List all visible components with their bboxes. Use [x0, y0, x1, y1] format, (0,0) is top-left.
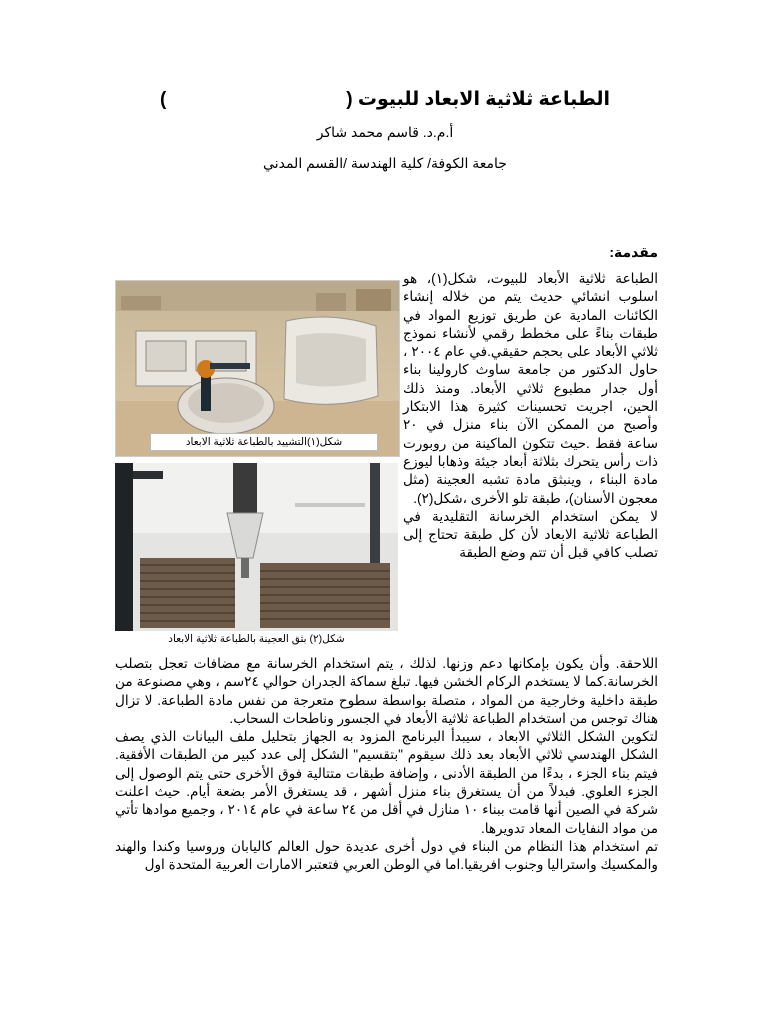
body-paragraph-1: اللاحقة. وأن يكون بإمكانها دعم وزنها. لذلك ، يتم استخدام الخرسانة مع مضافات تعجل بتصلب الخرسانة.كما لا يستخدم الركام الخشن فيها. تبلغ سماكة الجدران حوالي ٢٤سم ، وهي مصنوعة من طبقة داخلية وخارجية من المواد ، متصلة بواسطة سطوح متعرجة من نفس مادة الطباعة. لا تزال هناك توجس من استخدام الطباعة ثلاثية الأبعاد في الجسور وناطحات السحاب.: [115, 656, 658, 726]
title-text: الطباعة ثلاثية الابعاد للبيوت (: [346, 89, 611, 110]
page-title: [150, 88, 620, 111]
figure-1-caption: شكل(١)التشييد بالطباعة ثلاثية الابعاد: [150, 433, 378, 451]
figure-1-construction-photo: [115, 280, 400, 457]
body-paragraph-3: تم استخدام هذا النظام من البناء في دول أخرى عديدة حول العالم كاليابان وروسيا وكندا والهند والمكسيك واستراليا وجنوب افريقيا.اما في الوطن العربي فتعتبر الامارات العربية المتحدة اول: [115, 838, 658, 873]
figure-2-extrusion-photo: [115, 463, 398, 631]
extrusion-illustration: [115, 463, 398, 631]
author-line: أ.م.د. قاسم محمد شاكر: [316, 124, 454, 140]
affiliation-line: جامعة الكوفة/ كلية الهندسة /القسم المدني: [263, 155, 507, 171]
figure-2-caption: شكل(٢) بثق العجينة بالطباعة ثلاثية الابعاد: [168, 633, 345, 645]
title-closing-paren: ): [159, 89, 167, 110]
body-text: [115, 655, 658, 875]
intro-column: [403, 270, 658, 563]
section-heading: مقدمة:: [609, 244, 658, 260]
intro-paragraph-2: لا يمكن استخدام الخرسانة التقليدية في الطباعة ثلاثية الابعاد لأن كل طبقة تحتاج إلى تصلب كافي قبل أن تتم وضع الطبقة: [403, 508, 658, 561]
construction-site-illustration: [116, 281, 399, 456]
intro-paragraph-1: الطباعة ثلاثية الأبعاد للبيوت، شكل(١)، هو اسلوب انشائي حديث يتم من خلاله إنشاء الكائنات المادية عن طريق توزيع المواد في طبقات بناءً على مخطط رقمي لأنشاء نموذج ثلاثي الأبعاد على بحجم حقيقي.في عام ٢٠٠٤ ، حاول الدكتور من جامعة ساوث كارولينا بناء أول جدار مطبوع ثلاثي الأبعاد. ومنذ ذلك الحين، اجريت تحسينات كثيرة هذا الابتكار وأصبح من الممكن الآن بناء منزل في ٢٠ ساعة فقط .حيث تتكون الماكينة من روبورت ذات رأس يتحرك بثلاثة أبعاد جيئة وذهابا ليوزع مادة البناء ، وينبثق مادة تشبه العجينة (مثل معجون الأسنان)، طبقة تلو الأخرى ،شكل(٢).: [403, 271, 658, 506]
body-paragraph-2: لتكوين الشكل الثلاثي الابعاد ، سيبدأ البرنامج المزود به الجهاز بتحليل ملف البيانات الذي يصف الشكل الهندسي ثلاثي الأبعاد بعد ذلك سيقوم "بتقسيم" الشكل إلى عدد كبير من الطبقات الأفقية. فيتم بناء الجزء ، بدءًا من الطبقة الأدنى ، وإضافة طبقات متتالية فوق الأخرى حتى يتم الوصول إلى الجزء العلوي. فبدلاً من أن يستغرق بناء منزل أشهر ، قد يستغرق الأمر بضعة أيام. حيث اعلنت شركة في الصين أنها قامت ببناء ١٠ منازل في أقل من ٢٤ ساعة في عام ٢٠١٤ ، وجميع موادها تأتي من مواد النفايات المعاد تدويرها.: [115, 729, 658, 836]
